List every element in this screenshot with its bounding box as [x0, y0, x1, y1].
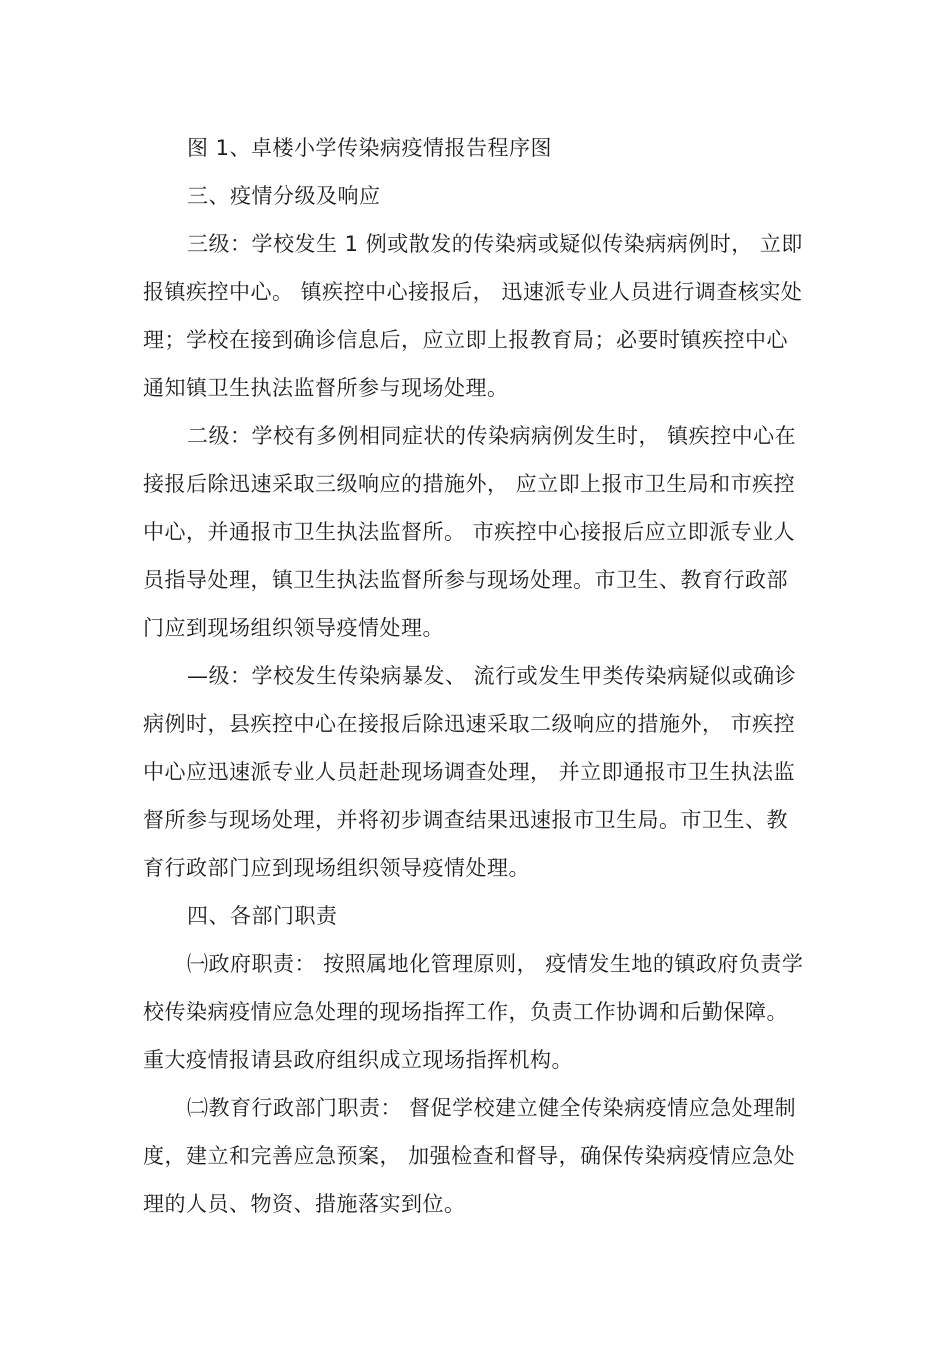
paragraph-line: 病例时，县疾控中心在接报后除迅速采取二级响应的措施外， 市疾控	[143, 712, 796, 736]
section-heading-4: 四、各部门职责	[187, 904, 338, 928]
paragraph-line: 报镇疾控中心。 镇疾控中心接报后， 迅速派专业人员进行调查核实处	[143, 280, 803, 304]
paragraph-line: —级：学校发生传染病暴发、 流行或发生甲类传染病疑似或确诊	[187, 664, 797, 688]
paragraph-line: 接报后除迅速采取三级响应的措施外， 应立即上报市卫生局和市疾控	[143, 472, 796, 496]
paragraph-line: ㈡教育行政部门职责： 督促学校建立健全传染病疫情应急处理制	[187, 1096, 797, 1120]
paragraph-line: 理的人员、物资、措施落实到位。	[143, 1192, 466, 1216]
paragraph-line: 度，建立和完善应急预案， 加强检查和督导，确保传染病疫情应急处	[143, 1144, 796, 1168]
figure-caption: 图 1、卓楼小学传染病疫情报告程序图	[187, 136, 553, 160]
paragraph-line: 员指导处理，镇卫生执法监督所参与现场处理。市卫生、教育行政部	[143, 568, 788, 592]
section-heading-3: 三、疫情分级及响应	[187, 184, 381, 208]
paragraph-line: 门应到现场组织领导疫情处理。	[143, 616, 444, 640]
paragraph-line: 二级：学校有多例相同症状的传染病病例发生时， 镇疾控中心在	[187, 424, 797, 448]
paragraph-line: 中心，并通报市卫生执法监督所。 市疾控中心接报后应立即派专业人	[143, 520, 796, 544]
paragraph-line: 中心应迅速派专业人员赶赴现场调查处理， 并立即通报市卫生执法监	[143, 760, 796, 784]
paragraph-line: 通知镇卫生执法监督所参与现场处理。	[143, 376, 509, 400]
paragraph-line: 督所参与现场处理，并将初步调查结果迅速报市卫生局。市卫生、教	[143, 808, 788, 832]
paragraph-line: ㈠政府职责： 按照属地化管理原则， 疫情发生地的镇政府负责学	[187, 952, 804, 976]
paragraph-line: 重大疫情报请县政府组织成立现场指挥机构。	[143, 1048, 573, 1072]
paragraph-line: 三级：学校发生 1 例或散发的传染病或疑似传染病病例时， 立即	[187, 232, 803, 256]
paragraph-line: 育行政部门应到现场组织领导疫情处理。	[143, 856, 530, 880]
paragraph-line: 理；学校在接到确诊信息后，应立即上报教育局；必要时镇疾控中心	[143, 328, 788, 352]
paragraph-line: 校传染病疫情应急处理的现场指挥工作，负责工作协调和后勤保障。	[143, 1000, 788, 1024]
